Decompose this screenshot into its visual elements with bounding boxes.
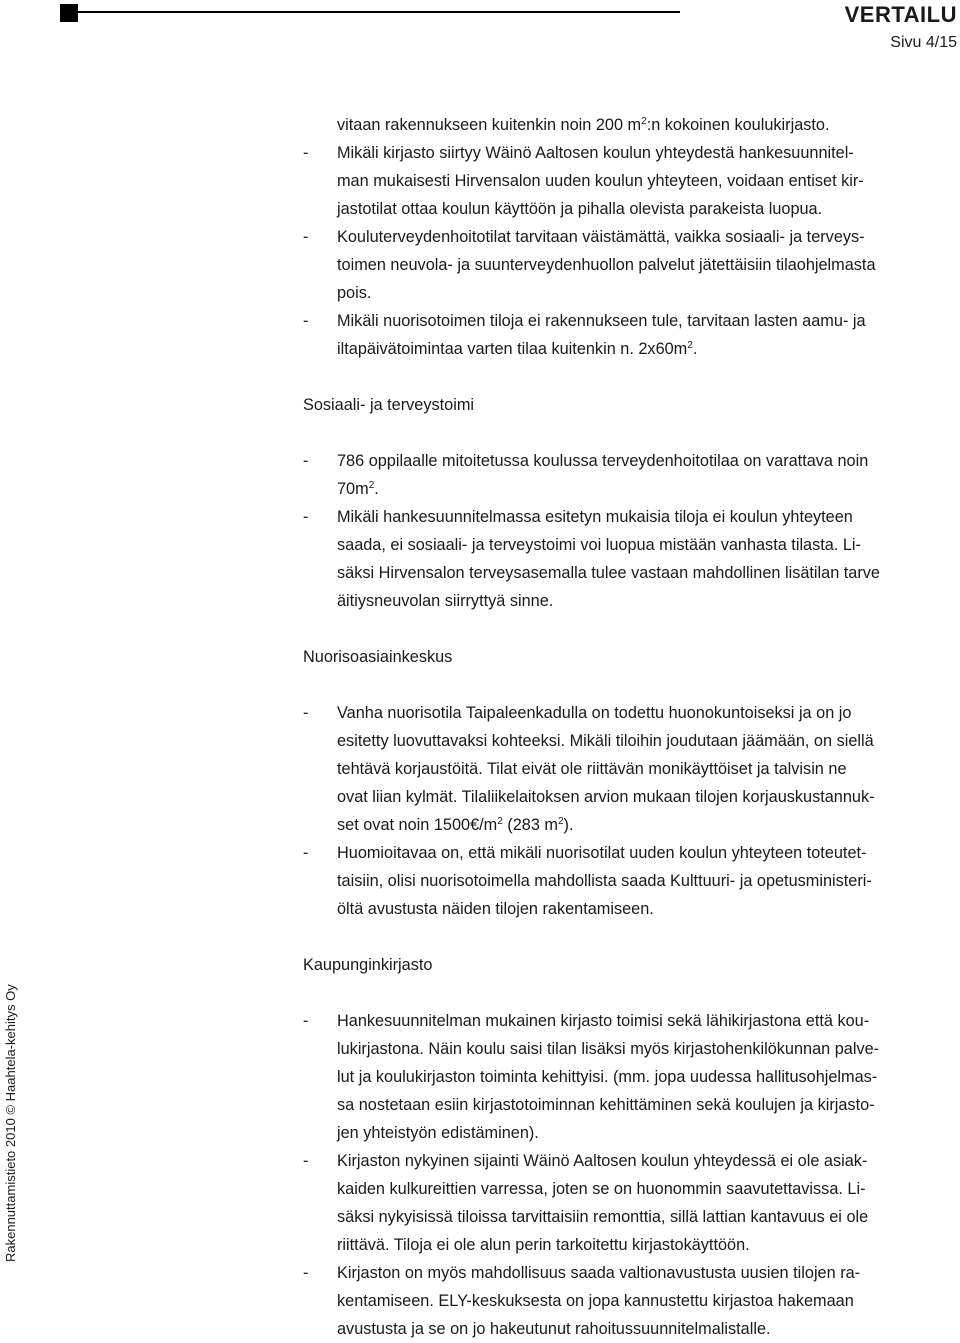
list-item: - Vanha nuorisotila Taipaleenkadulla on todettu huonokuntoiseksi ja on jo esitetty luovuttavaksi kohteeksi. Mikäli tiloihin joudutaan jäämään, on siellä tehtävä korjaustöitä. Tilat eivät ole riittävän monikäyttöiset ja talvisin ne ovat liian kylmät. Tilaliikelaitoksen arvion mukaan tilojen korjauskustannuk- set ovat noin $1500€/m^2$ (283 $m^2$). — [303, 699, 958, 839]
list-item: - Kirjaston nykyinen sijainti Wäinö Aaltosen koulun yhteydessä ei ole asiak- kaiden kulkureittien varressa, joten se on huonommin saavutettavissa. Li- säksi nykyisissä tiloissa tarvittaisiin remonttia, sillä lattian kantavuus ei ole riittävä. Tiloja ei ole alun perin tarkoitettu kirjastokäyttöön. — [303, 1147, 958, 1259]
list-item: - Hankesuunnitelman mukainen kirjasto toimisi sekä lähikirjastona että kou- lukirjastona. Näin koulu saisi tilan lisäksi myös kirjastohenkilökunnan palve- lut ja koulukirjaston toiminta kehittyisi. (mm. jopa uudessa hallitusohjelmas- sa nostetaan esiin kirjastotoiminnan kehittäminen sekä koulujen ja kirjasto- jen yhteistyön edistäminen). — [303, 1007, 958, 1147]
intro-continuation — [303, 111, 958, 139]
document-title: VERTAILU — [844, 2, 957, 27]
page-number: Sivu 4/15 — [890, 34, 957, 51]
bullet-dash: - — [303, 312, 309, 330]
list-item: - Kirjaston on myös mahdollisuus saada valtionavustusta uusien tilojen ra- kentamiseen. ELY-keskuksesta on jopa kannustettu kirjastoa hakemaan avustusta ja se on jo hakeutunut rahoitussuunnitelmalistalle. — [303, 1259, 958, 1343]
bullet-dash: - — [303, 1152, 309, 1170]
bullet-dash: - — [303, 508, 309, 526]
side-note-part2: Haahtela-kehitys Oy — [3, 984, 18, 1105]
section-heading-youth: Nuorisoasiainkeskus — [303, 648, 453, 666]
header-square-mark — [60, 4, 78, 22]
header-rule — [78, 11, 680, 13]
section-heading-library: Kaupunginkirjasto — [303, 956, 433, 974]
side-note-part1: Rakennuttamistieto 2010 — [3, 1114, 18, 1262]
bullet-dash: - — [303, 1012, 309, 1030]
list-item: - Kouluterveydenhoitotilat tarvitaan väistämättä, vaikka sosiaali- ja terveys- toimen neuvola- ja suunterveydenhuollon palvelut jätettäisiin tilaohjelmasta pois. — [303, 223, 958, 307]
bullet-dash: - — [303, 144, 309, 162]
bullet-dash: - — [303, 452, 309, 470]
bullet-dash: - — [303, 228, 309, 246]
intro-line: vitaan rakennukseen kuitenkin noin 200 $m^2:n$ kokoinen koulukirjasto. — [337, 116, 830, 134]
list-item: - Mikäli nuorisotoimen tiloja ei rakennukseen tule, tarvitaan lasten aamu- ja iltapäivätoimintaa varten tilaa kuitenkin n. $2x60m^2$. — [303, 307, 958, 363]
bullet-dash: - — [303, 844, 309, 862]
side-copyright-note — [3, 984, 18, 1262]
bullet-dash: - — [303, 704, 309, 722]
list-item: - Huomioitavaa on, että mikäli nuorisotilat uuden koulun yhteyteen toteutet- taisiin, olisi nuorisotoimella mahdollista saada Kulttuuri- ja opetusministeri- öltä avustusta näiden tilojen rakentamiseen. — [303, 839, 958, 923]
section-heading-social: Sosiaali- ja terveystoimi — [303, 396, 475, 414]
document-body — [303, 111, 958, 1343]
list-item: - Mikäli hankesuunnitelmassa esitetyn mukaisia tiloja ei koulun yhteyteen saada, ei sosiaali- ja terveystoimi voi luopua mistään vanhasta tilasta. Li- säksi Hirvensalon terveysasemalla tulee vastaan mahdollinen lisätilan tarve äitiysneuvolan siirryttyä sinne. — [303, 503, 958, 615]
list-item: - 786 oppilaalle mitoitetussa koulussa terveydenhoitotilaa on varattava noin $70m^2$. — [303, 447, 958, 503]
bullet-dash: - — [303, 1264, 309, 1282]
copyright-symbol: © — [3, 1104, 18, 1115]
list-item: - Mikäli kirjasto siirtyy Wäinö Aaltosen koulun yhteydestä hankesuunnitel- man mukaisesti Hirvensalon uuden koulun yhteyteen, voidaan entiset kir- jastotilat ottaa koulun käyttöön ja pihalla olevista parakeista luopua. — [303, 139, 958, 223]
